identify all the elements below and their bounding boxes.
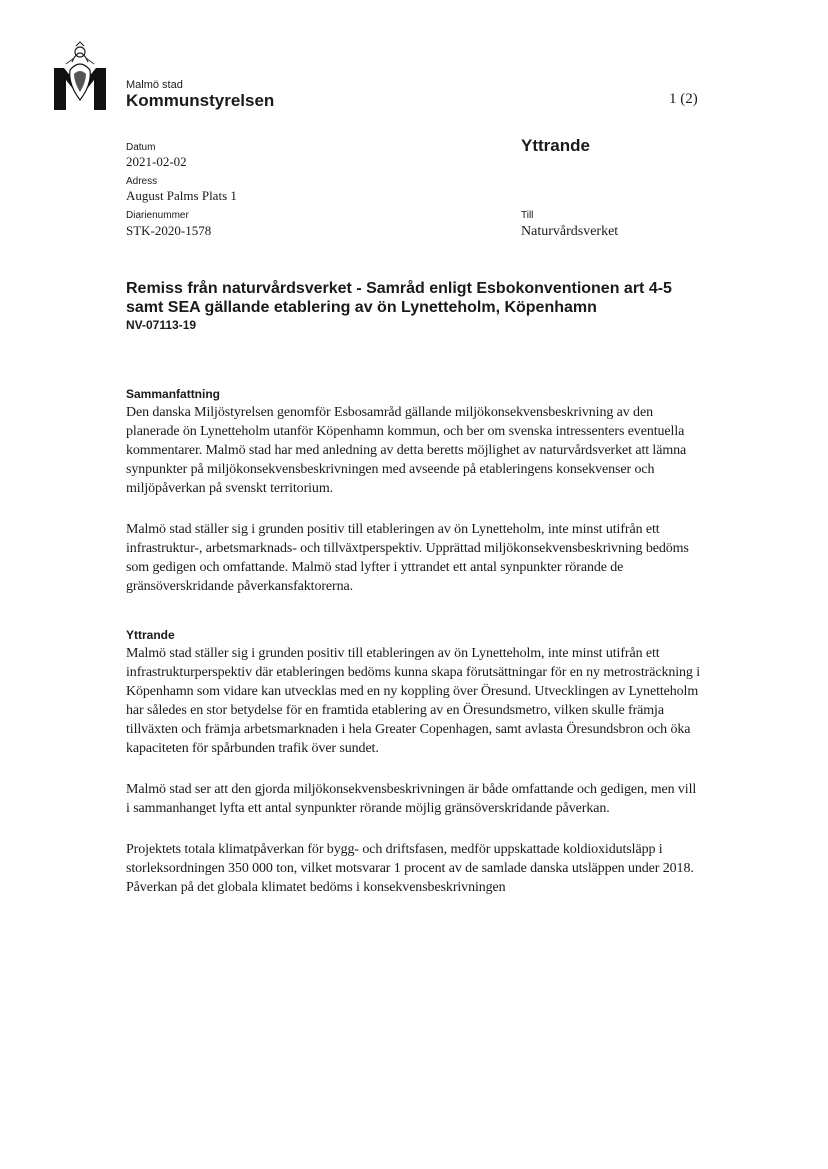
adress-label: Adress [126, 176, 158, 187]
org-unit: Kommunstyrelsen [126, 91, 275, 110]
document-title [126, 279, 686, 317]
reference-number: NV-07113-19 [126, 318, 197, 332]
datum-label: Datum [126, 142, 156, 153]
document-body [126, 385, 701, 919]
diarienummer-label: Diarienummer [126, 210, 189, 221]
malmo-coat-of-arms-logo [52, 40, 108, 112]
title-line-2: samt SEA gällande etablering av ön Lynetteholm, Köpenhamn [126, 299, 597, 316]
document-type: Yttrande [521, 136, 590, 155]
statement-paragraph-3: Projektets totala klimatpåverkan för bygg- och driftsfasen, medför uppskattade koldioxidutsläpp i storleksordningen 350 000 ton, vilket motsvarar 1 procent av de samlade danska utsläppen under 2018. Påverkan på det globala klimatet bedöms i konsekvensbeskrivningen [126, 842, 694, 895]
statement-paragraph-1: Malmö stad ställer sig i grunden positiv till etableringen av ön Lynetteholm, inte minst utifrån ett infrastrukturperspektiv där etableringen bedöms kunna skapa förutsättningar för en ny metrosträckning i Köpenhamn som vidare kan utvecklas med en ny koppling över Öresund. Utvecklingen av Lynetteholm har således en stor betydelse för en framtida etablering av en Öresundsmetro, vilken skulle främja tillväxten och främja arbetsmarknaden i hela Greater Copenhagen, samt avlasta Öresundsbron och öka kapaciteten för spårbunden trafik över sundet. [126, 646, 701, 756]
statement-paragraph-2: Malmö stad ser att den gjorda miljökonsekvensbeskrivningen är både omfattande och gedigen, men vill i sammanhanget lyfta ett antal synpunkter rörande möjlig gränsöverskridande påverkan. [126, 782, 697, 816]
datum-value: 2021-02-02 [126, 154, 187, 169]
till-value: Naturvårdsverket [521, 224, 619, 239]
adress-value: August Palms Plats 1 [126, 188, 237, 203]
till-label: Till [521, 210, 534, 221]
summary-heading: Sammanfattning [126, 387, 221, 401]
statement-heading: Yttrande [126, 628, 175, 642]
org-name: Malmö stad [126, 79, 183, 91]
summary-paragraph-2: Malmö stad ställer sig i grunden positiv till etableringen av ön Lynetteholm, inte minst utifrån ett infrastruktur-, arbetsmarknads- och tillväxtperspektiv. Upprättad miljökonsekvensbeskrivning bedöms som gedigen och omfattande. Malmö stad lyfter i yttrandet ett antal synpunkter rörande de gränsöverskridande påverkansfaktorerna. [126, 522, 689, 594]
diarienummer-value: STK-2020-1578 [126, 223, 212, 238]
summary-paragraph-1: Den danska Miljöstyrelsen genomför Esbosamråd gällande miljökonsekvensbeskrivning av den planerade ön Lynetteholm utanför Köpenhamn kommun, och ber om svenska intressenters eventuella kommentarer. Malmö stad har med anledning av detta beretts möjlighet av naturvårdsverket att lämna synpunkter på miljökonsekvensbeskrivningen med avseende på etableringens konsekvenser och miljöpåverkan på svenskt territorium. [126, 405, 687, 496]
page-number: 1 (2) [669, 91, 698, 107]
title-line-1: Remiss från naturvårdsverket - Samråd enligt Esbokonventionen art 4-5 [126, 280, 672, 297]
